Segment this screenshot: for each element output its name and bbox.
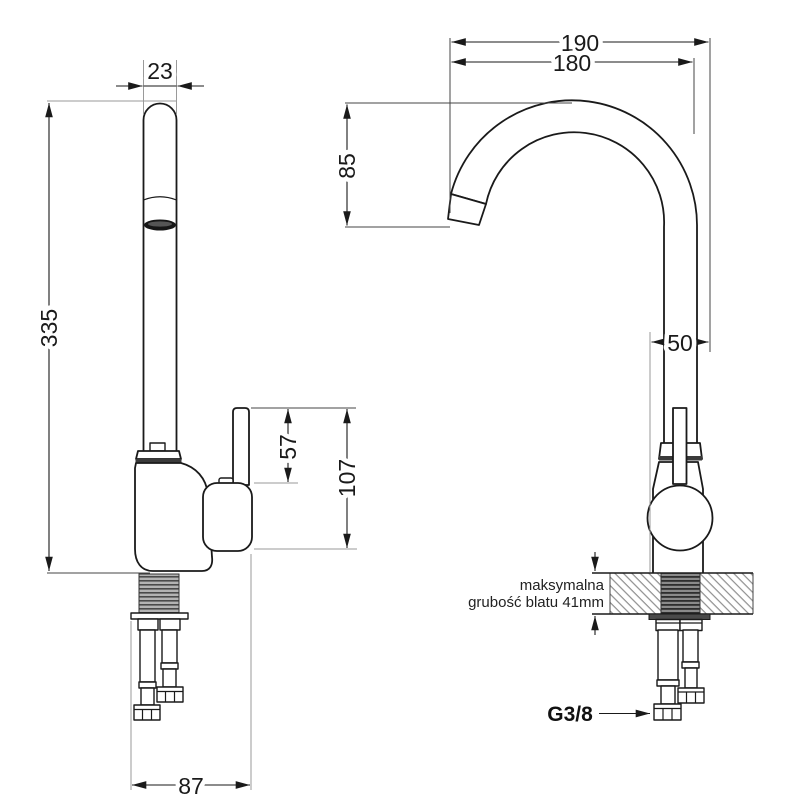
- countertop-note-line1: maksymalna: [519, 577, 604, 594]
- dim-total-height: 335: [36, 308, 62, 348]
- front-collar: [136, 451, 181, 459]
- front-threaded-shank: [139, 574, 179, 613]
- front-flange: [131, 613, 188, 619]
- dimensions: [36, 30, 710, 799]
- side-gooseneck-spout: [451, 100, 697, 452]
- thread-size-label: G3/8: [547, 703, 593, 726]
- side-supply-hoses: [654, 620, 704, 721]
- side-view: [448, 100, 753, 720]
- front-handle-lever: [233, 408, 249, 485]
- dim-handle-height: 57: [275, 434, 301, 460]
- dim-reach-inner: 180: [552, 50, 592, 76]
- side-flange: [649, 614, 710, 620]
- front-spout-tube: [144, 104, 177, 453]
- front-body: [135, 463, 212, 571]
- front-view: [131, 104, 252, 721]
- aerator-highlight: [148, 221, 172, 226]
- side-handle-lever: [673, 408, 687, 484]
- dim-reach-outer: 190: [560, 30, 600, 56]
- side-body-sphere: [648, 486, 713, 551]
- countertop-thread-zone: [661, 573, 700, 614]
- dim-spout-drop: 85: [334, 153, 360, 179]
- dim-base-depth: 87: [178, 773, 204, 799]
- front-cartridge-housing: [203, 483, 252, 551]
- front-supply-hoses: [134, 619, 183, 720]
- dim-body-offset: 50: [667, 330, 693, 356]
- dim-spout-width: 23: [147, 58, 173, 84]
- dim-body-height: 107: [334, 458, 360, 498]
- countertop-note-line2: grubość blatu 41mm: [468, 594, 604, 611]
- front-collar-notch: [150, 443, 165, 451]
